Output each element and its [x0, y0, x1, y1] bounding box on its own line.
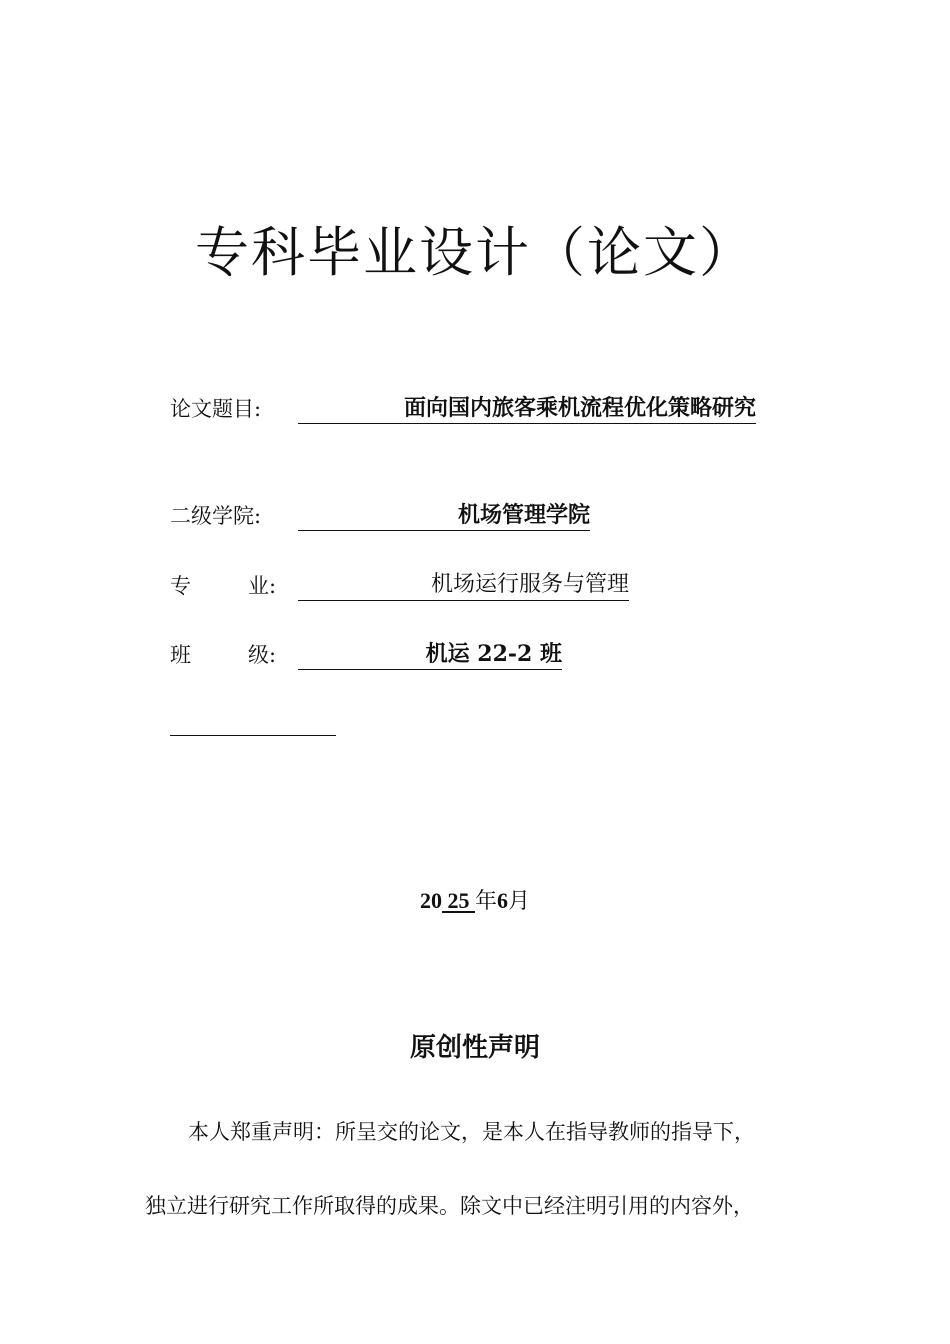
date-month-char: 月	[508, 889, 531, 914]
college-label: 二级学院:	[170, 504, 262, 528]
class-value: 机运 22-2 班	[298, 639, 562, 670]
major-value: 机场运行服务与管理	[298, 570, 629, 601]
date-year-char: 年	[474, 889, 497, 914]
class-label-first: 班	[170, 643, 191, 667]
topic-value: 面向国内旅客乘机流程优化策略研究	[298, 393, 756, 424]
class-label-second: 级:	[248, 643, 277, 667]
major-label-first: 专	[170, 574, 191, 598]
date-month: 6	[497, 888, 508, 913]
declaration-title: 原创性声明	[409, 1033, 540, 1063]
topic-label: 论文题目:	[170, 397, 262, 421]
date-year-prefix: 20	[419, 888, 442, 913]
blank-underline	[170, 735, 336, 736]
college-value: 机场管理学院	[298, 500, 590, 531]
declaration-line-2: 独立进行研究工作所取得的成果。除文中已经注明引用的内容外，	[145, 1194, 754, 1218]
date-line	[0, 885, 950, 918]
document-title: 专科毕业设计（论文）	[195, 221, 755, 284]
date-year-suffix: 25	[447, 888, 470, 913]
major-label-second: 业:	[248, 574, 277, 598]
declaration-line-1: 本人郑重声明：所呈交的论文，是本人在指导教师的指导下，	[188, 1120, 755, 1144]
